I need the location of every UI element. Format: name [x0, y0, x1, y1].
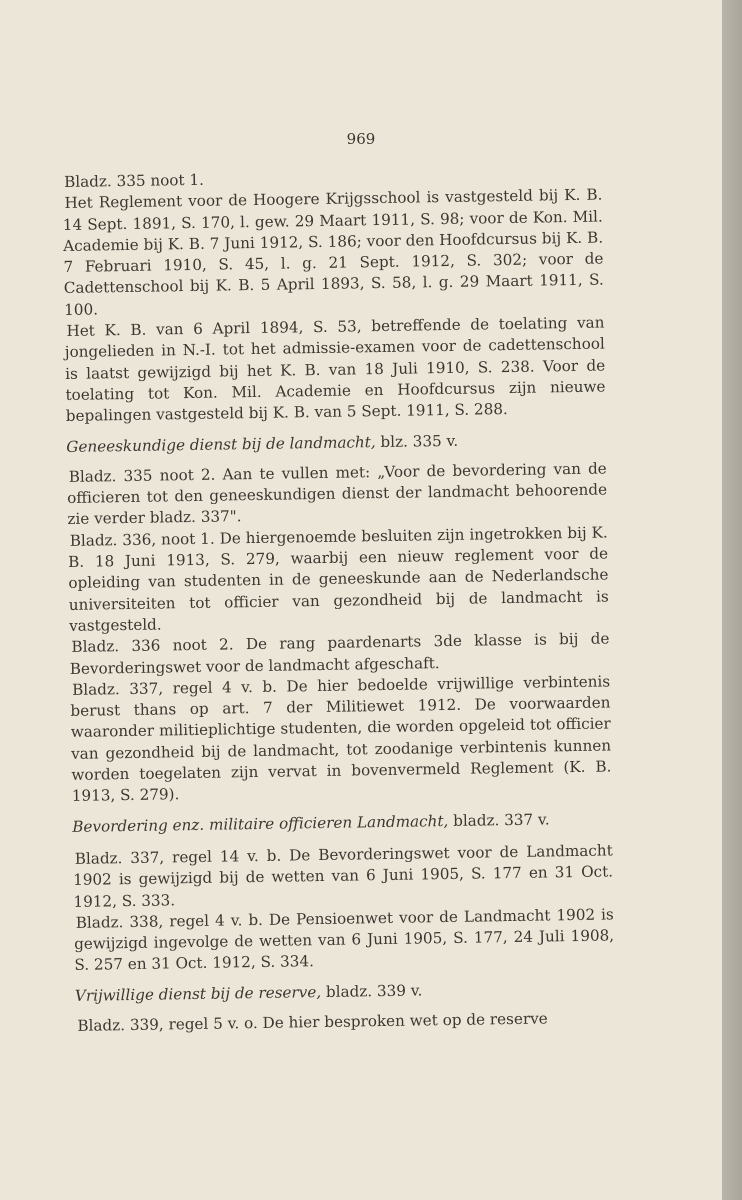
paragraph: Bladz. 335 noot 1. — [64, 170, 205, 191]
section-heading-title: Bevordering enz. militaire officieren Landmacht, — [72, 811, 449, 836]
section-heading-title: Vrijwillige dienst bij de reserve, — [74, 982, 322, 1005]
page-number: 969 — [346, 130, 376, 148]
section-heading — [75, 977, 615, 1007]
section-heading — [66, 428, 606, 458]
paragraph: Bladz. 335 noot 2. Aan te vullen met: „Voor de bevordering van de officieren tot den geneeskundigen dienst der landmacht behoorende zie verder bladz. 337". — [66, 459, 608, 529]
page-body — [62, 164, 616, 1038]
section-heading — [72, 808, 612, 838]
paragraph: Bladz. 337, regel 4 v. b. De hier bedoelde vrijwillige verbintenis berust thans op art. 7 der Militiewet 1912. De voorwaarden waaronder militieplichtige studenten, die worden opgeleid tot officier van gezondheid bij de landmacht, tot zoodanige verbintenis kunnen worden toegelaten zijn vervat in bovenvermeld Reglement (K. B. 1913, S. 279). — [70, 672, 612, 806]
paragraph: Bladz. 338, regel 4 v. b. De Pensioenwet voor de Landmacht 1902 is gewijzigd ingevolge de wetten van 6 Juni 1905, S. 177, 24 Juli 1908, S. 257 en 31 Oct. 1912, S. 334. — [73, 905, 615, 975]
paragraph: Bladz. 336 noot 2. De rang paardenarts 3de klasse is bij de Bevorderingswet voor de landmacht afgeschaft. — [69, 629, 610, 678]
paragraph: Bladz. 339, regel 5 v. o. De hier besproken wet op de reserve — [77, 1009, 548, 1035]
paragraph: Het Reglement voor de Hoogere Krijgsschool is vastgesteld bij K. B. 14 Sept. 1891, S. 170, l. gew. 29 Maart 1911, S. 98; voor de Kon. Mil. Academie bij K. B. 7 Juni 1912, S. 186; voor den Hoofdcursus bij K. B. 7 Februari 1910, S. 45, l. g. 21 Sept. 1912, S. 302; voor de Cadettenschool bij K. B. 5 April 1893, S. 58, l. g. 29 Maart 1911, S. 100. — [62, 185, 604, 319]
section-heading-ref: blz. 335 v. — [375, 431, 459, 451]
paragraph: Bladz. 336, noot 1. De hiergenoemde besluiten zijn ingetrokken bij K. B. 18 Juni 1913, S. 279, waarbij een nieuw reglement voor de opleiding van studenten in de geneeskunde aan de Nederlandsche universiteiten tot officier van gezondheid bij de landmacht is vastgesteld. — [67, 523, 609, 635]
paragraph: Het K. B. van 6 April 1894, S. 53, betreffende de toelating van jongelieden in N.-I. tot het admissie-examen voor de cadettenschool is laatst gewijzigd bij het K. B. van 18 Juli 1910, S. 238. Voor de toelating tot Kon. Mil. Academie en Hoofdcursus zijn nieuwe bepalingen vastgesteld bij K. B. van 5 Sept. 1911, S. 288. — [64, 313, 606, 426]
page-edge — [722, 0, 742, 1200]
section-heading-ref: bladz. 339 v. — [320, 981, 423, 1001]
section-heading-ref: bladz. 337 v. — [448, 810, 550, 830]
paragraph: Bladz. 337, regel 14 v. b. De Bevorderingswet voor de Landmacht 1902 is gewijzigd bij de wetten van 6 Juni 1905, S. 177 en 31 Oct. 1912, S. 333. — [72, 841, 614, 911]
section-heading-title: Geneeskundige dienst bij de landmacht, — [66, 432, 376, 456]
